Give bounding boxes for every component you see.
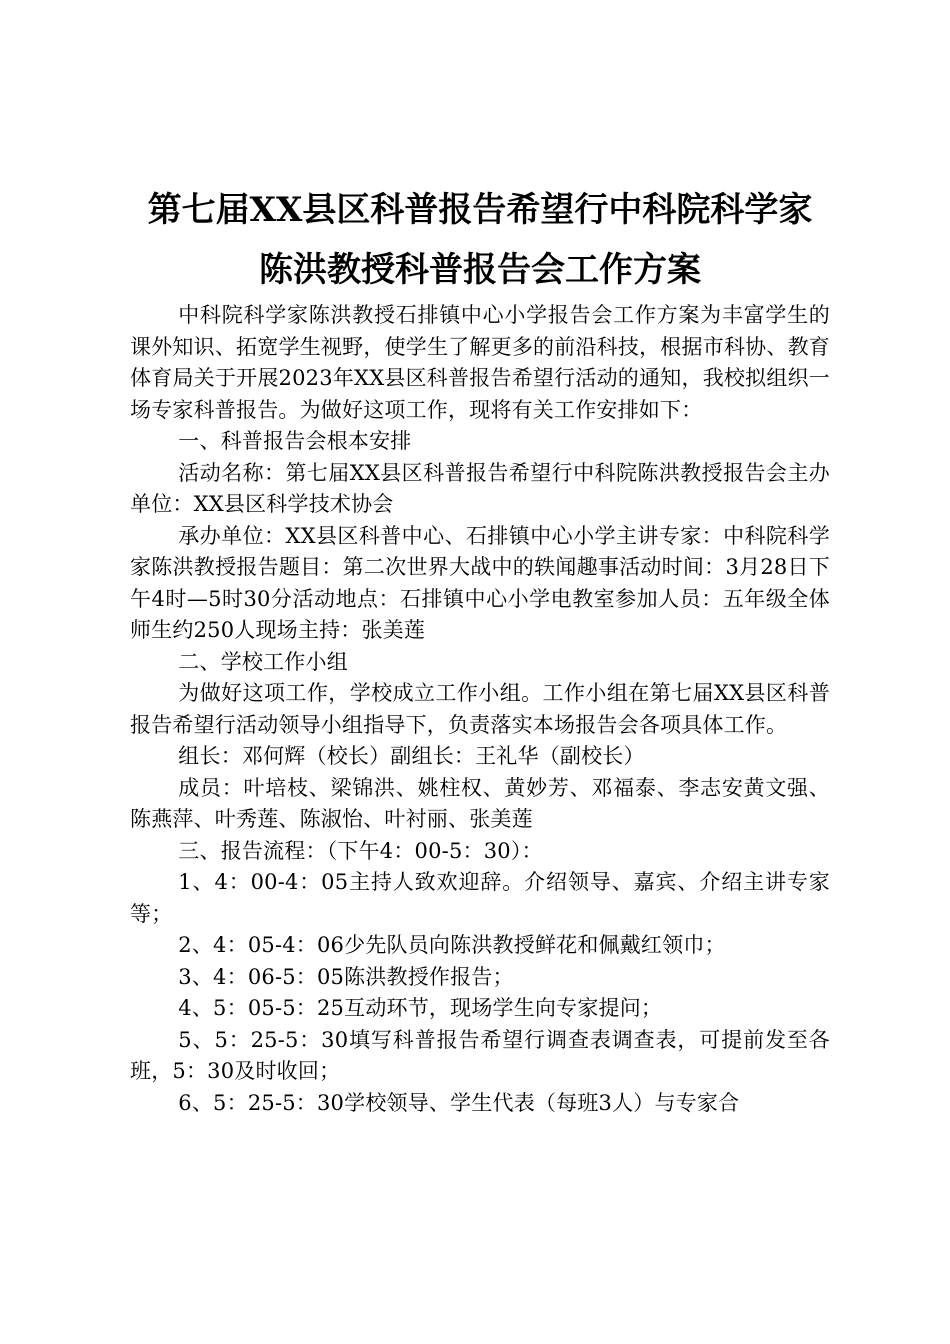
organizer-paragraph: 承办单位：XX县区科普中心、石排镇中心小学主讲专家：中科院科学家陈洪教授报告题目：第二次世界大战中的轶闻趣事活动时间：3月28日下午4时—5时30分活动地点：石排镇中心小学电教室参加人员：五年级全体师生约250人现场主持：张美莲 xyxy=(130,523,830,642)
section-heading-3: 三、报告流程：（下午4：00-5：30）： xyxy=(178,838,543,863)
agenda-item-3: 3、4：06-5：05陈洪教授作报告； xyxy=(178,964,514,989)
activity-name-paragraph: 活动名称：第七届XX县区科普报告希望行中科院陈洪教授报告会主办单位：XX县区科学技术协会 xyxy=(130,460,830,516)
agenda-item-1: 1、4：00-4：05主持人致欢迎辞。介绍领导、嘉宾、介绍主讲专家等； xyxy=(130,870,830,926)
section-heading-2: 二、学校工作小组 xyxy=(178,649,348,674)
working-group-paragraph: 为做好这项工作，学校成立工作小组。工作小组在第七届XX县区科普报告希望行活动领导小组指导下，负责落实本场报告会各项具体工作。 xyxy=(130,681,830,737)
agenda-item-5: 5、5：25-5：30填写科普报告希望行调查表调查表，可提前发至各班，5：30及时收回； xyxy=(130,1027,830,1083)
section-heading-1: 一、科普报告会根本安排 xyxy=(178,429,412,453)
document-title-line-2: 陈洪教授科普报告会工作方案 xyxy=(259,250,701,290)
group-members-paragraph: 成员：叶培枝、梁锦洪、姚柱权、黄妙芳、邓福泰、李志安黄文强、陈燕萍、叶秀莲、陈淑怡、叶衬丽、张美莲 xyxy=(130,775,830,831)
agenda-item-6: 6、5：25-5：30学校领导、学生代表（每班3人）与专家合 xyxy=(178,1090,740,1115)
group-leader-paragraph: 组长：邓何辉（校长）副组长：王礼华（副校长） xyxy=(178,744,645,768)
document-body xyxy=(130,300,830,1119)
intro-paragraph: 中科院科学家陈洪教授石排镇中心小学报告会工作方案为丰富学生的课外知识、拓宽学生视野，使学生了解更多的前沿科技，根据市科协、教育体育局关于开展2023年XX县区科普报告希望行活动的通知，我校拟组织一场专家科普报告。为做好这项工作，现将有关工作安排如下： xyxy=(130,303,830,422)
agenda-item-4: 4、5：05-5：25互动环节，现场学生向专家提问； xyxy=(178,996,663,1020)
agenda-item-2: 2、4：05-4：06少先队员向陈洪教授鲜花和佩戴红领巾； xyxy=(178,933,726,957)
document-title-line-1: 第七届XX县区科普报告希望行中科院科学家 xyxy=(147,190,813,230)
